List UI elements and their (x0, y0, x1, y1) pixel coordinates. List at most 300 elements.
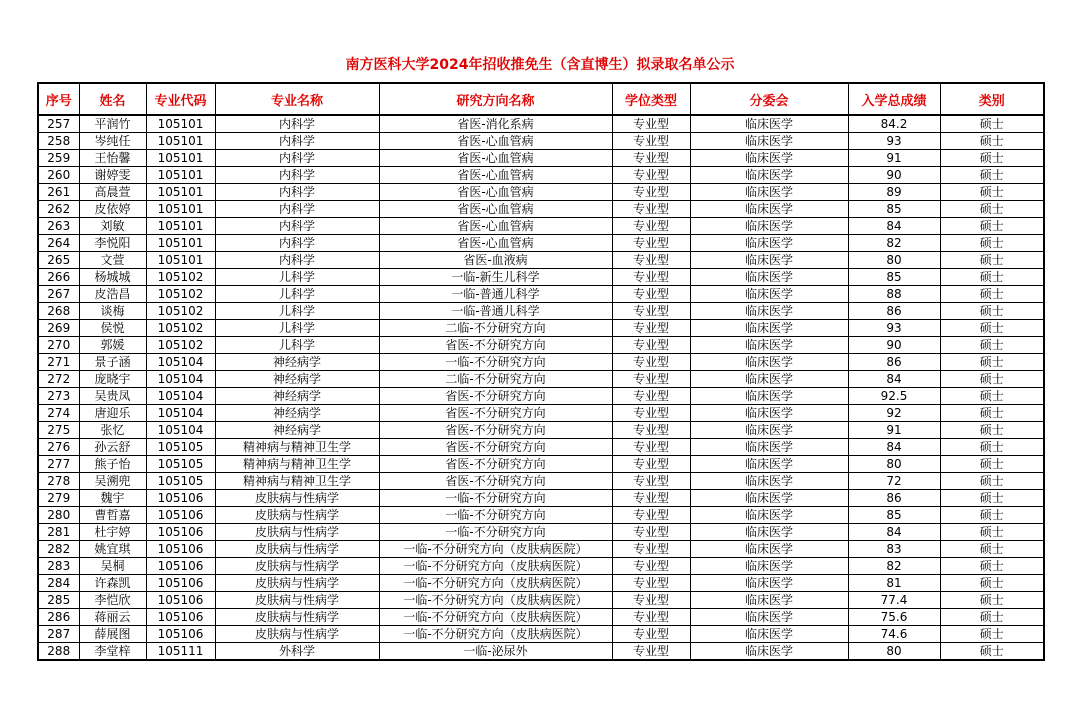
name-cell[interactable]: 李堂梓 (79, 643, 146, 661)
seq-cell[interactable]: 286 (38, 609, 79, 626)
name-cell[interactable]: 蒋丽云 (79, 609, 146, 626)
degree-type-cell[interactable]: 专业型 (612, 252, 690, 269)
category-cell[interactable]: 硕士 (940, 303, 1044, 320)
total-score-cell[interactable]: 83 (848, 541, 940, 558)
research-direction-cell[interactable]: 一临-不分研究方向 (379, 524, 612, 541)
degree-type-cell[interactable]: 专业型 (612, 303, 690, 320)
committee-cell[interactable]: 临床医学 (690, 167, 848, 184)
total-score-cell[interactable]: 77.4 (848, 592, 940, 609)
seq-cell[interactable]: 283 (38, 558, 79, 575)
name-cell[interactable]: 平润竹 (79, 115, 146, 133)
committee-cell[interactable]: 临床医学 (690, 388, 848, 405)
col-header-category[interactable]: 类别 (940, 83, 1044, 115)
category-cell[interactable]: 硕士 (940, 150, 1044, 167)
research-direction-cell[interactable]: 一临-不分研究方向（皮肤病医院） (379, 558, 612, 575)
category-cell[interactable]: 硕士 (940, 626, 1044, 643)
major-code-cell[interactable]: 105105 (146, 439, 215, 456)
degree-type-cell[interactable]: 专业型 (612, 388, 690, 405)
committee-cell[interactable]: 临床医学 (690, 575, 848, 592)
seq-cell[interactable]: 257 (38, 115, 79, 133)
major-name-cell[interactable]: 儿科学 (215, 286, 379, 303)
seq-cell[interactable]: 281 (38, 524, 79, 541)
major-code-cell[interactable]: 105101 (146, 115, 215, 133)
name-cell[interactable]: 侯悦 (79, 320, 146, 337)
major-name-cell[interactable]: 内科学 (215, 252, 379, 269)
major-name-cell[interactable]: 儿科学 (215, 320, 379, 337)
degree-type-cell[interactable]: 专业型 (612, 286, 690, 303)
seq-cell[interactable]: 266 (38, 269, 79, 286)
total-score-cell[interactable]: 84 (848, 439, 940, 456)
col-header-seq[interactable]: 序号 (38, 83, 79, 115)
category-cell[interactable]: 硕士 (940, 133, 1044, 150)
total-score-cell[interactable]: 93 (848, 133, 940, 150)
degree-type-cell[interactable]: 专业型 (612, 218, 690, 235)
research-direction-cell[interactable]: 一临-不分研究方向（皮肤病医院） (379, 609, 612, 626)
category-cell[interactable]: 硕士 (940, 609, 1044, 626)
research-direction-cell[interactable]: 一临-普通儿科学 (379, 303, 612, 320)
seq-cell[interactable]: 267 (38, 286, 79, 303)
total-score-cell[interactable]: 90 (848, 167, 940, 184)
major-code-cell[interactable]: 105105 (146, 456, 215, 473)
category-cell[interactable]: 硕士 (940, 337, 1044, 354)
research-direction-cell[interactable]: 一临-不分研究方向 (379, 490, 612, 507)
major-name-cell[interactable]: 皮肤病与性病学 (215, 558, 379, 575)
name-cell[interactable]: 高晨萱 (79, 184, 146, 201)
name-cell[interactable]: 许森凯 (79, 575, 146, 592)
degree-type-cell[interactable]: 专业型 (612, 150, 690, 167)
degree-type-cell[interactable]: 专业型 (612, 354, 690, 371)
name-cell[interactable]: 文萱 (79, 252, 146, 269)
name-cell[interactable]: 孙云舒 (79, 439, 146, 456)
major-name-cell[interactable]: 内科学 (215, 150, 379, 167)
major-code-cell[interactable]: 105104 (146, 405, 215, 422)
major-code-cell[interactable]: 105101 (146, 235, 215, 252)
col-header-major-name[interactable]: 专业名称 (215, 83, 379, 115)
major-code-cell[interactable]: 105102 (146, 269, 215, 286)
major-name-cell[interactable]: 儿科学 (215, 337, 379, 354)
committee-cell[interactable]: 临床医学 (690, 439, 848, 456)
seq-cell[interactable]: 270 (38, 337, 79, 354)
seq-cell[interactable]: 261 (38, 184, 79, 201)
research-direction-cell[interactable]: 省医-不分研究方向 (379, 456, 612, 473)
category-cell[interactable]: 硕士 (940, 558, 1044, 575)
committee-cell[interactable]: 临床医学 (690, 269, 848, 286)
research-direction-cell[interactable]: 省医-不分研究方向 (379, 439, 612, 456)
total-score-cell[interactable]: 75.6 (848, 609, 940, 626)
name-cell[interactable]: 王怡馨 (79, 150, 146, 167)
category-cell[interactable]: 硕士 (940, 405, 1044, 422)
committee-cell[interactable]: 临床医学 (690, 643, 848, 661)
category-cell[interactable]: 硕士 (940, 507, 1044, 524)
research-direction-cell[interactable]: 一临-新生儿科学 (379, 269, 612, 286)
major-code-cell[interactable]: 105106 (146, 507, 215, 524)
major-code-cell[interactable]: 105106 (146, 609, 215, 626)
category-cell[interactable]: 硕士 (940, 541, 1044, 558)
degree-type-cell[interactable]: 专业型 (612, 456, 690, 473)
major-name-cell[interactable]: 内科学 (215, 235, 379, 252)
name-cell[interactable]: 皮浩昌 (79, 286, 146, 303)
category-cell[interactable]: 硕士 (940, 575, 1044, 592)
major-code-cell[interactable]: 105101 (146, 133, 215, 150)
seq-cell[interactable]: 285 (38, 592, 79, 609)
research-direction-cell[interactable]: 二临-不分研究方向 (379, 320, 612, 337)
name-cell[interactable]: 薛展图 (79, 626, 146, 643)
degree-type-cell[interactable]: 专业型 (612, 609, 690, 626)
col-header-research-direction[interactable]: 研究方向名称 (379, 83, 612, 115)
major-name-cell[interactable]: 皮肤病与性病学 (215, 541, 379, 558)
major-code-cell[interactable]: 105104 (146, 354, 215, 371)
degree-type-cell[interactable]: 专业型 (612, 626, 690, 643)
major-name-cell[interactable]: 皮肤病与性病学 (215, 490, 379, 507)
degree-type-cell[interactable]: 专业型 (612, 422, 690, 439)
major-code-cell[interactable]: 105104 (146, 371, 215, 388)
degree-type-cell[interactable]: 专业型 (612, 184, 690, 201)
seq-cell[interactable]: 275 (38, 422, 79, 439)
committee-cell[interactable]: 临床医学 (690, 337, 848, 354)
major-name-cell[interactable]: 神经病学 (215, 422, 379, 439)
name-cell[interactable]: 杜宇婷 (79, 524, 146, 541)
table-row (38, 405, 1044, 422)
name-cell[interactable]: 景子涵 (79, 354, 146, 371)
major-name-cell[interactable]: 内科学 (215, 184, 379, 201)
committee-cell[interactable]: 临床医学 (690, 184, 848, 201)
total-score-cell[interactable]: 91 (848, 422, 940, 439)
major-name-cell[interactable]: 神经病学 (215, 405, 379, 422)
total-score-cell[interactable]: 92 (848, 405, 940, 422)
major-code-cell[interactable]: 105106 (146, 524, 215, 541)
category-cell[interactable]: 硕士 (940, 235, 1044, 252)
major-name-cell[interactable]: 皮肤病与性病学 (215, 507, 379, 524)
total-score-cell[interactable]: 85 (848, 201, 940, 218)
name-cell[interactable]: 吴贵凤 (79, 388, 146, 405)
major-name-cell[interactable]: 皮肤病与性病学 (215, 592, 379, 609)
total-score-cell[interactable]: 92.5 (848, 388, 940, 405)
research-direction-cell[interactable]: 省医-血液病 (379, 252, 612, 269)
seq-cell[interactable]: 269 (38, 320, 79, 337)
name-cell[interactable]: 李恺欣 (79, 592, 146, 609)
col-header-degree-type[interactable]: 学位类型 (612, 83, 690, 115)
degree-type-cell[interactable]: 专业型 (612, 439, 690, 456)
table-row (38, 575, 1044, 592)
seq-cell[interactable]: 265 (38, 252, 79, 269)
committee-cell[interactable]: 临床医学 (690, 115, 848, 133)
committee-cell[interactable]: 临床医学 (690, 201, 848, 218)
seq-cell[interactable]: 272 (38, 371, 79, 388)
committee-cell[interactable]: 临床医学 (690, 354, 848, 371)
degree-type-cell[interactable]: 专业型 (612, 133, 690, 150)
total-score-cell[interactable]: 86 (848, 354, 940, 371)
degree-type-cell[interactable]: 专业型 (612, 541, 690, 558)
total-score-cell[interactable]: 84 (848, 218, 940, 235)
committee-cell[interactable]: 临床医学 (690, 609, 848, 626)
major-code-cell[interactable]: 105102 (146, 303, 215, 320)
name-cell[interactable]: 姚宜琪 (79, 541, 146, 558)
name-cell[interactable]: 杨城城 (79, 269, 146, 286)
seq-cell[interactable]: 284 (38, 575, 79, 592)
degree-type-cell[interactable]: 专业型 (612, 524, 690, 541)
category-cell[interactable]: 硕士 (940, 592, 1044, 609)
category-cell[interactable]: 硕士 (940, 456, 1044, 473)
seq-cell[interactable]: 288 (38, 643, 79, 661)
major-name-cell[interactable]: 皮肤病与性病学 (215, 575, 379, 592)
major-name-cell[interactable]: 内科学 (215, 133, 379, 150)
category-cell[interactable]: 硕士 (940, 218, 1044, 235)
major-code-cell[interactable]: 105101 (146, 252, 215, 269)
degree-type-cell[interactable]: 专业型 (612, 643, 690, 661)
degree-type-cell[interactable]: 专业型 (612, 235, 690, 252)
committee-cell[interactable]: 临床医学 (690, 524, 848, 541)
research-direction-cell[interactable]: 省医-不分研究方向 (379, 422, 612, 439)
major-name-cell[interactable]: 神经病学 (215, 388, 379, 405)
committee-cell[interactable]: 临床医学 (690, 558, 848, 575)
degree-type-cell[interactable]: 专业型 (612, 473, 690, 490)
major-code-cell[interactable]: 105106 (146, 558, 215, 575)
research-direction-cell[interactable]: 一临-不分研究方向（皮肤病医院） (379, 592, 612, 609)
committee-cell[interactable]: 临床医学 (690, 422, 848, 439)
category-cell[interactable]: 硕士 (940, 201, 1044, 218)
major-code-cell[interactable]: 105102 (146, 337, 215, 354)
total-score-cell[interactable]: 89 (848, 184, 940, 201)
col-header-total-score[interactable]: 入学总成绩 (848, 83, 940, 115)
total-score-cell[interactable]: 80 (848, 456, 940, 473)
committee-cell[interactable]: 临床医学 (690, 133, 848, 150)
category-cell[interactable]: 硕士 (940, 115, 1044, 133)
name-cell[interactable]: 庞晓宇 (79, 371, 146, 388)
total-score-cell[interactable]: 88 (848, 286, 940, 303)
seq-cell[interactable]: 280 (38, 507, 79, 524)
degree-type-cell[interactable]: 专业型 (612, 575, 690, 592)
seq-cell[interactable]: 264 (38, 235, 79, 252)
major-name-cell[interactable]: 精神病与精神卫生学 (215, 456, 379, 473)
category-cell[interactable]: 硕士 (940, 320, 1044, 337)
seq-cell[interactable]: 263 (38, 218, 79, 235)
research-direction-cell[interactable]: 省医-心血管病 (379, 235, 612, 252)
major-name-cell[interactable]: 外科学 (215, 643, 379, 661)
major-code-cell[interactable]: 105106 (146, 575, 215, 592)
committee-cell[interactable]: 临床医学 (690, 286, 848, 303)
name-cell[interactable]: 谢婷雯 (79, 167, 146, 184)
research-direction-cell[interactable]: 一临-不分研究方向（皮肤病医院） (379, 575, 612, 592)
seq-cell[interactable]: 271 (38, 354, 79, 371)
name-cell[interactable]: 魏宇 (79, 490, 146, 507)
seq-cell[interactable]: 279 (38, 490, 79, 507)
major-code-cell[interactable]: 105106 (146, 490, 215, 507)
committee-cell[interactable]: 临床医学 (690, 320, 848, 337)
category-cell[interactable]: 硕士 (940, 388, 1044, 405)
category-cell[interactable]: 硕士 (940, 422, 1044, 439)
degree-type-cell[interactable]: 专业型 (612, 115, 690, 133)
major-code-cell[interactable]: 105104 (146, 422, 215, 439)
total-score-cell[interactable]: 91 (848, 150, 940, 167)
name-cell[interactable]: 郭媛 (79, 337, 146, 354)
major-name-cell[interactable]: 内科学 (215, 115, 379, 133)
name-cell[interactable]: 张忆 (79, 422, 146, 439)
committee-cell[interactable]: 临床医学 (690, 592, 848, 609)
major-name-cell[interactable]: 内科学 (215, 167, 379, 184)
research-direction-cell[interactable]: 一临-不分研究方向 (379, 354, 612, 371)
total-score-cell[interactable]: 84 (848, 524, 940, 541)
category-cell[interactable]: 硕士 (940, 490, 1044, 507)
degree-type-cell[interactable]: 专业型 (612, 490, 690, 507)
committee-cell[interactable]: 临床医学 (690, 405, 848, 422)
research-direction-cell[interactable]: 省医-不分研究方向 (379, 388, 612, 405)
total-score-cell[interactable]: 90 (848, 337, 940, 354)
research-direction-cell[interactable]: 省医-心血管病 (379, 150, 612, 167)
degree-type-cell[interactable]: 专业型 (612, 337, 690, 354)
degree-type-cell[interactable]: 专业型 (612, 592, 690, 609)
name-cell[interactable]: 吴溯兜 (79, 473, 146, 490)
category-cell[interactable]: 硕士 (940, 439, 1044, 456)
total-score-cell[interactable]: 82 (848, 558, 940, 575)
committee-cell[interactable]: 临床医学 (690, 371, 848, 388)
total-score-cell[interactable]: 85 (848, 507, 940, 524)
major-name-cell[interactable]: 皮肤病与性病学 (215, 524, 379, 541)
seq-cell[interactable]: 278 (38, 473, 79, 490)
degree-type-cell[interactable]: 专业型 (612, 371, 690, 388)
major-code-cell[interactable]: 105101 (146, 184, 215, 201)
total-score-cell[interactable]: 74.6 (848, 626, 940, 643)
name-cell[interactable]: 唐迎乐 (79, 405, 146, 422)
committee-cell[interactable]: 临床医学 (690, 218, 848, 235)
committee-cell[interactable]: 临床医学 (690, 303, 848, 320)
committee-cell[interactable]: 临床医学 (690, 507, 848, 524)
degree-type-cell[interactable]: 专业型 (612, 269, 690, 286)
name-cell[interactable]: 皮依婷 (79, 201, 146, 218)
research-direction-cell[interactable]: 一临-不分研究方向（皮肤病医院） (379, 626, 612, 643)
category-cell[interactable]: 硕士 (940, 286, 1044, 303)
committee-cell[interactable]: 临床医学 (690, 626, 848, 643)
name-cell[interactable]: 谈梅 (79, 303, 146, 320)
major-name-cell[interactable]: 精神病与精神卫生学 (215, 439, 379, 456)
col-header-name[interactable]: 姓名 (79, 83, 146, 115)
category-cell[interactable]: 硕士 (940, 167, 1044, 184)
research-direction-cell[interactable]: 一临-不分研究方向（皮肤病医院） (379, 541, 612, 558)
name-cell[interactable]: 熊子怡 (79, 456, 146, 473)
major-name-cell[interactable]: 精神病与精神卫生学 (215, 473, 379, 490)
category-cell[interactable]: 硕士 (940, 643, 1044, 661)
seq-cell[interactable]: 276 (38, 439, 79, 456)
major-code-cell[interactable]: 105111 (146, 643, 215, 661)
research-direction-cell[interactable]: 一临-泌尿外 (379, 643, 612, 661)
name-cell[interactable]: 岑纯任 (79, 133, 146, 150)
total-score-cell[interactable]: 82 (848, 235, 940, 252)
degree-type-cell[interactable]: 专业型 (612, 201, 690, 218)
committee-cell[interactable]: 临床医学 (690, 490, 848, 507)
major-name-cell[interactable]: 儿科学 (215, 269, 379, 286)
major-name-cell[interactable]: 内科学 (215, 201, 379, 218)
seq-cell[interactable]: 274 (38, 405, 79, 422)
seq-cell[interactable]: 258 (38, 133, 79, 150)
major-code-cell[interactable]: 105106 (146, 592, 215, 609)
category-cell[interactable]: 硕士 (940, 524, 1044, 541)
col-header-committee[interactable]: 分委会 (690, 83, 848, 115)
category-cell[interactable]: 硕士 (940, 269, 1044, 286)
total-score-cell[interactable]: 84 (848, 371, 940, 388)
seq-cell[interactable]: 287 (38, 626, 79, 643)
major-code-cell[interactable]: 105101 (146, 167, 215, 184)
name-cell[interactable]: 曹哲嘉 (79, 507, 146, 524)
total-score-cell[interactable]: 86 (848, 303, 940, 320)
category-cell[interactable]: 硕士 (940, 252, 1044, 269)
major-code-cell[interactable]: 105102 (146, 320, 215, 337)
total-score-cell[interactable]: 84.2 (848, 115, 940, 133)
total-score-cell[interactable]: 93 (848, 320, 940, 337)
degree-type-cell[interactable]: 专业型 (612, 507, 690, 524)
research-direction-cell[interactable]: 二临-不分研究方向 (379, 371, 612, 388)
major-code-cell[interactable]: 105101 (146, 201, 215, 218)
major-name-cell[interactable]: 神经病学 (215, 371, 379, 388)
name-cell[interactable]: 李悦阳 (79, 235, 146, 252)
total-score-cell[interactable]: 81 (848, 575, 940, 592)
major-name-cell[interactable]: 神经病学 (215, 354, 379, 371)
research-direction-cell[interactable]: 省医-不分研究方向 (379, 473, 612, 490)
major-name-cell[interactable]: 皮肤病与性病学 (215, 626, 379, 643)
seq-cell[interactable]: 282 (38, 541, 79, 558)
category-cell[interactable]: 硕士 (940, 184, 1044, 201)
seq-cell[interactable]: 262 (38, 201, 79, 218)
committee-cell[interactable]: 临床医学 (690, 473, 848, 490)
research-direction-cell[interactable]: 省医-不分研究方向 (379, 405, 612, 422)
total-score-cell[interactable]: 72 (848, 473, 940, 490)
committee-cell[interactable]: 临床医学 (690, 252, 848, 269)
major-code-cell[interactable]: 105104 (146, 388, 215, 405)
research-direction-cell[interactable]: 省医-消化系病 (379, 115, 612, 133)
committee-cell[interactable]: 临床医学 (690, 150, 848, 167)
total-score-cell[interactable]: 80 (848, 252, 940, 269)
major-code-cell[interactable]: 105102 (146, 286, 215, 303)
research-direction-cell[interactable]: 省医-心血管病 (379, 218, 612, 235)
seq-cell[interactable]: 260 (38, 167, 79, 184)
research-direction-cell[interactable]: 一临-不分研究方向 (379, 507, 612, 524)
research-direction-cell[interactable]: 省医-不分研究方向 (379, 337, 612, 354)
major-code-cell[interactable]: 105101 (146, 150, 215, 167)
seq-cell[interactable]: 268 (38, 303, 79, 320)
col-header-major-code[interactable]: 专业代码 (146, 83, 215, 115)
total-score-cell[interactable]: 85 (848, 269, 940, 286)
degree-type-cell[interactable]: 专业型 (612, 320, 690, 337)
degree-type-cell[interactable]: 专业型 (612, 405, 690, 422)
seq-cell[interactable]: 277 (38, 456, 79, 473)
major-name-cell[interactable]: 皮肤病与性病学 (215, 609, 379, 626)
seq-cell[interactable]: 273 (38, 388, 79, 405)
research-direction-cell[interactable]: 省医-心血管病 (379, 201, 612, 218)
name-cell[interactable]: 吴桐 (79, 558, 146, 575)
degree-type-cell[interactable]: 专业型 (612, 167, 690, 184)
seq-cell[interactable]: 259 (38, 150, 79, 167)
degree-type-cell[interactable]: 专业型 (612, 558, 690, 575)
major-name-cell[interactable]: 内科学 (215, 218, 379, 235)
major-code-cell[interactable]: 105105 (146, 473, 215, 490)
total-score-cell[interactable]: 80 (848, 643, 940, 661)
research-direction-cell[interactable]: 一临-普通儿科学 (379, 286, 612, 303)
total-score-cell[interactable]: 86 (848, 490, 940, 507)
committee-cell[interactable]: 临床医学 (690, 456, 848, 473)
committee-cell[interactable]: 临床医学 (690, 235, 848, 252)
major-code-cell[interactable]: 105106 (146, 626, 215, 643)
major-name-cell[interactable]: 儿科学 (215, 303, 379, 320)
table-row (38, 473, 1044, 490)
research-direction-cell[interactable]: 省医-心血管病 (379, 184, 612, 201)
research-direction-cell[interactable]: 省医-心血管病 (379, 167, 612, 184)
research-direction-cell[interactable]: 省医-心血管病 (379, 133, 612, 150)
major-code-cell[interactable]: 105101 (146, 218, 215, 235)
category-cell[interactable]: 硕士 (940, 473, 1044, 490)
category-cell[interactable]: 硕士 (940, 371, 1044, 388)
name-cell[interactable]: 刘敏 (79, 218, 146, 235)
major-code-cell[interactable]: 105106 (146, 541, 215, 558)
committee-cell[interactable]: 临床医学 (690, 541, 848, 558)
category-cell[interactable]: 硕士 (940, 354, 1044, 371)
